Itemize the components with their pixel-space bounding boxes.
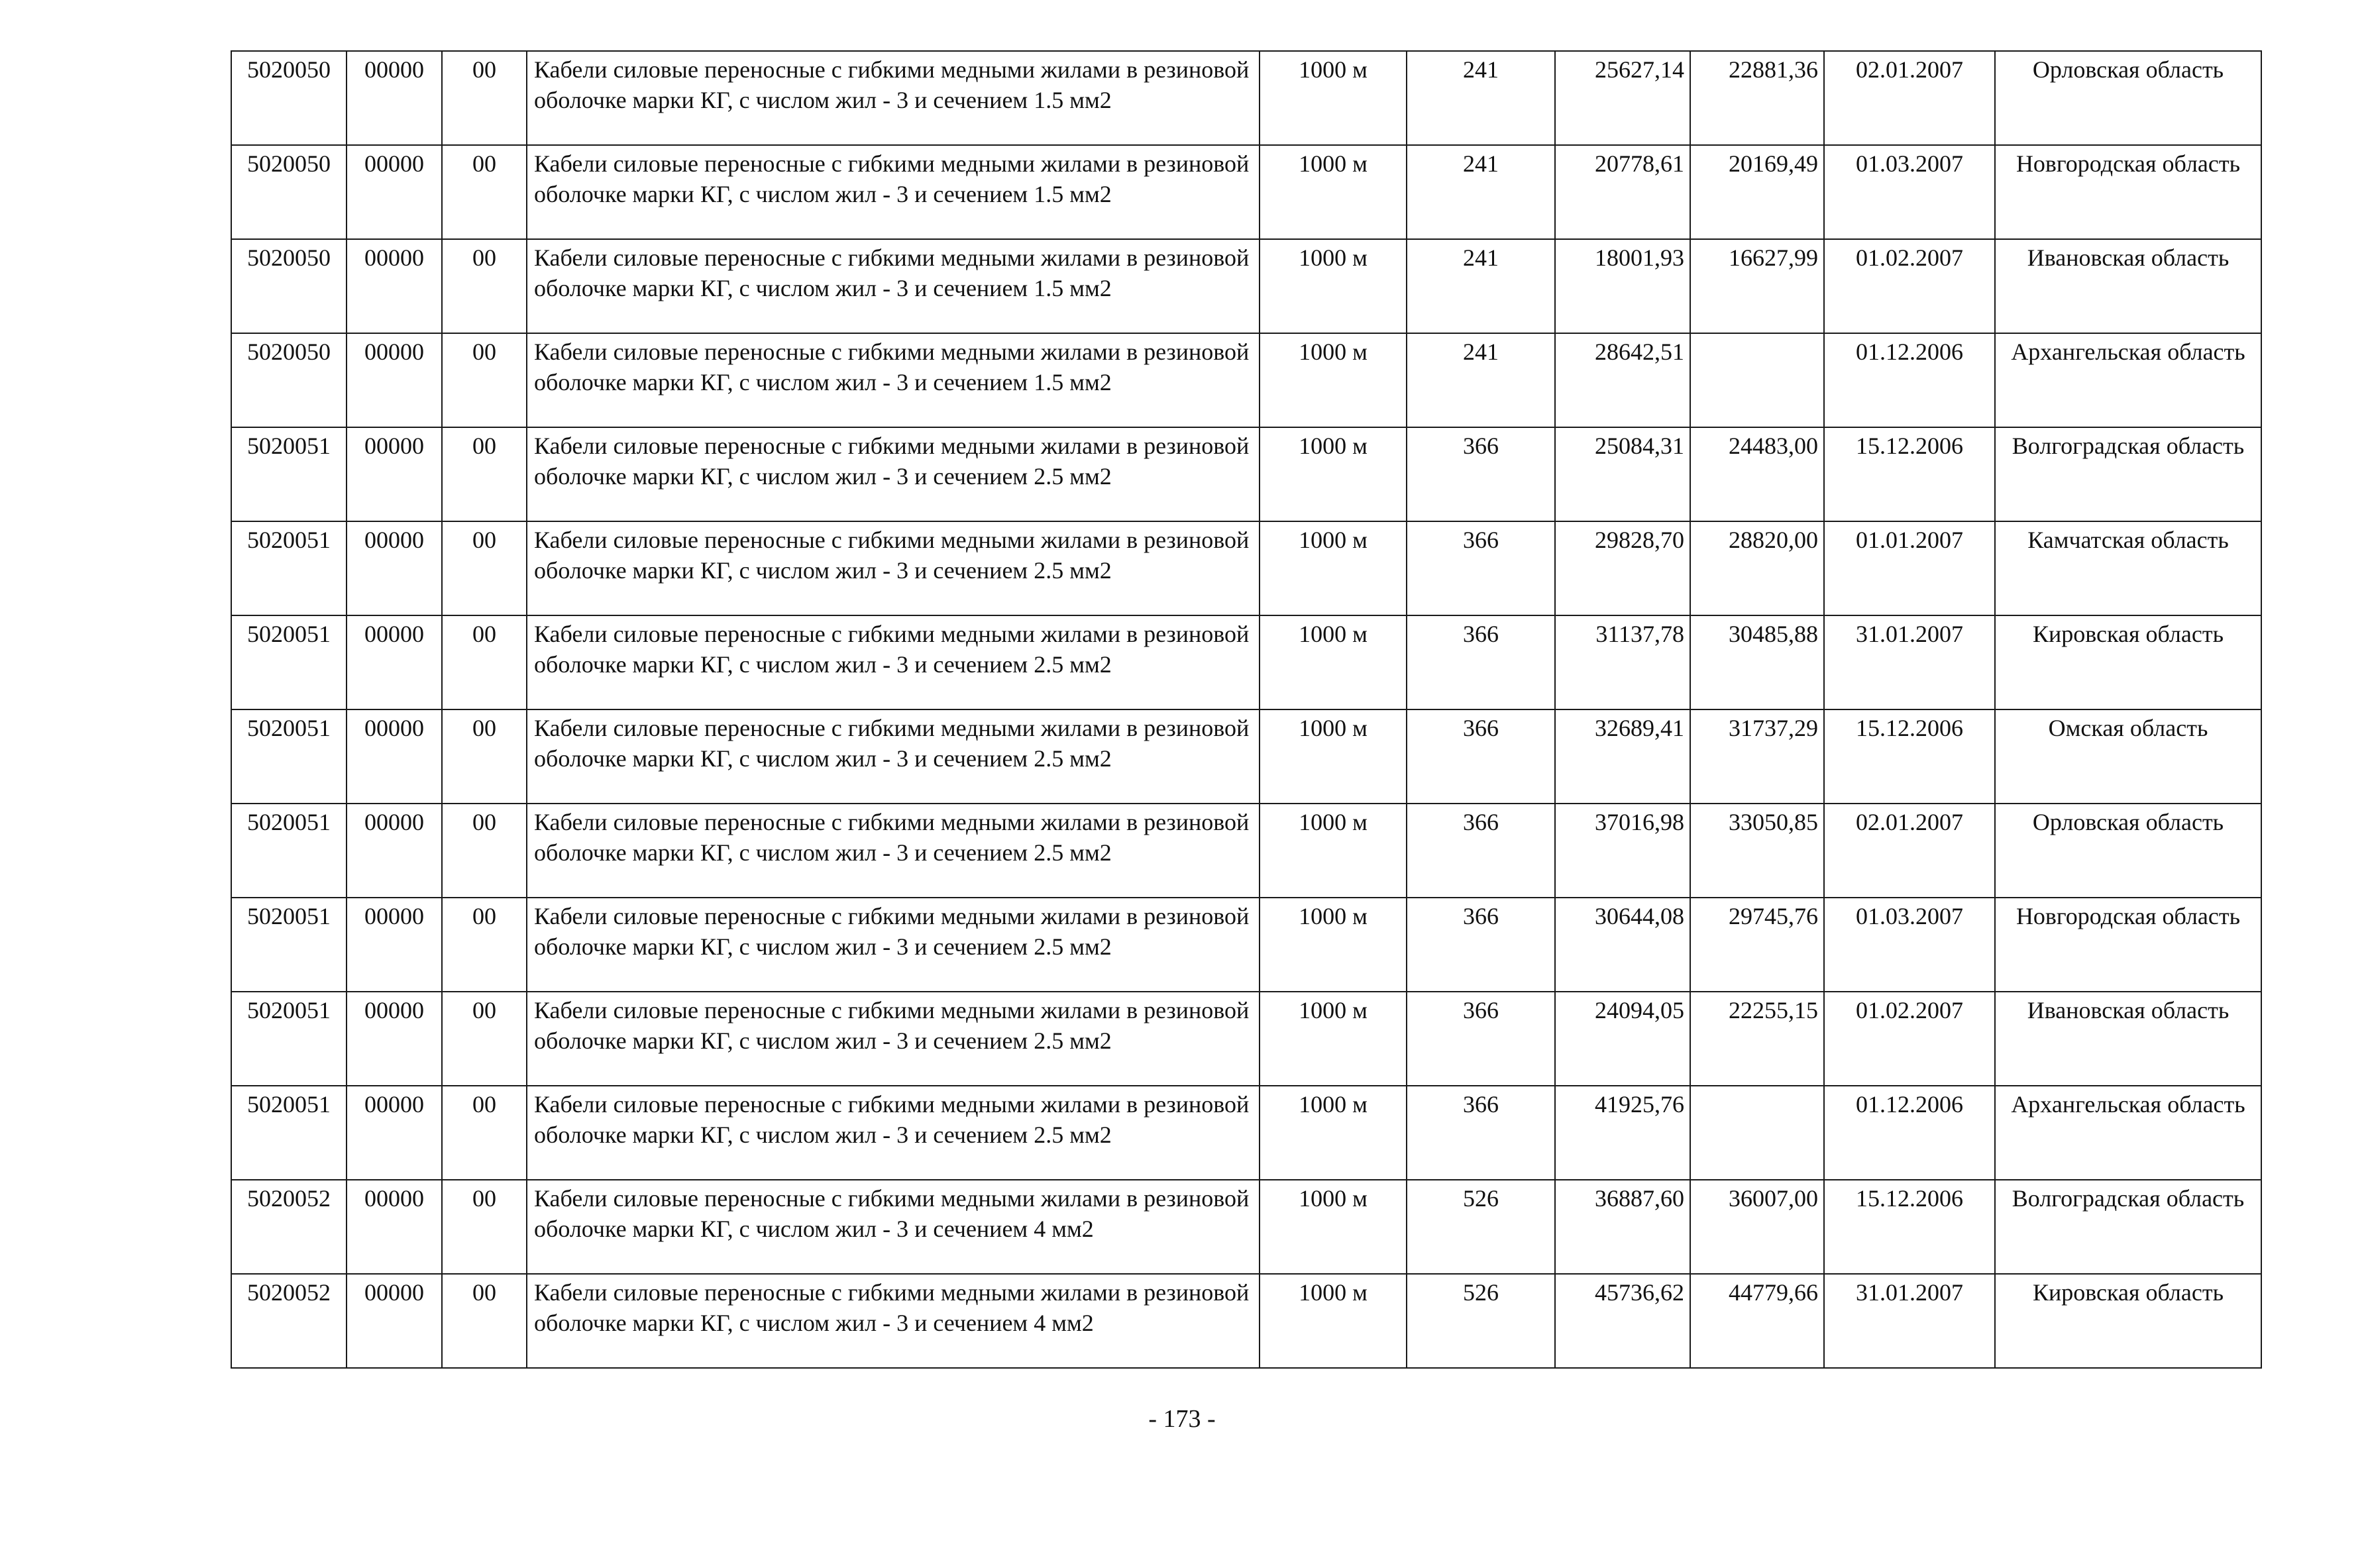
cell-subcode: 00000	[347, 239, 442, 333]
cell-unit-code: 366	[1407, 804, 1555, 898]
table-row	[231, 521, 2261, 615]
cell-unit-code: 241	[1407, 51, 1555, 145]
cell-price-1: 18001,93	[1555, 239, 1690, 333]
cell-code: 5020051	[231, 898, 347, 992]
cell-subcode: 00000	[347, 51, 442, 145]
cell-price-2	[1690, 1086, 1824, 1180]
cell-code: 5020051	[231, 1086, 347, 1180]
cell-unit: 1000 м	[1260, 1086, 1407, 1180]
cell-price-1: 32689,41	[1555, 709, 1690, 804]
cell-extension: 00	[442, 709, 527, 804]
cell-subcode: 00000	[347, 709, 442, 804]
cell-unit: 1000 м	[1260, 333, 1407, 427]
cell-extension: 00	[442, 898, 527, 992]
cell-subcode: 00000	[347, 992, 442, 1086]
cell-price-1: 30644,08	[1555, 898, 1690, 992]
cell-date: 01.02.2007	[1824, 992, 1995, 1086]
cell-price-1: 37016,98	[1555, 804, 1690, 898]
cell-region: Кировская область	[1995, 615, 2261, 709]
cell-region: Архангельская область	[1995, 1086, 2261, 1180]
cell-date: 02.01.2007	[1824, 51, 1995, 145]
cell-unit: 1000 м	[1260, 615, 1407, 709]
cell-product-name: Кабели силовые переносные с гибкими медными жилами в резиновой оболочке марки КГ, с числом жил - 3 и сечением 2.5 мм2	[527, 615, 1260, 709]
table-row	[231, 145, 2261, 239]
cell-code: 5020051	[231, 427, 347, 521]
cell-price-2: 22881,36	[1690, 51, 1824, 145]
cell-code: 5020050	[231, 239, 347, 333]
cell-price-1: 29828,70	[1555, 521, 1690, 615]
cell-unit-code: 366	[1407, 427, 1555, 521]
cell-subcode: 00000	[347, 1086, 442, 1180]
cell-date: 01.02.2007	[1824, 239, 1995, 333]
cell-extension: 00	[442, 51, 527, 145]
table-body	[231, 51, 2261, 1368]
cell-price-2: 22255,15	[1690, 992, 1824, 1086]
cell-code: 5020051	[231, 804, 347, 898]
cell-unit-code: 241	[1407, 333, 1555, 427]
cell-price-2: 31737,29	[1690, 709, 1824, 804]
cell-date: 01.12.2006	[1824, 333, 1995, 427]
cell-unit: 1000 м	[1260, 427, 1407, 521]
cell-price-1: 20778,61	[1555, 145, 1690, 239]
cell-price-2: 29745,76	[1690, 898, 1824, 992]
cell-price-2: 44779,66	[1690, 1274, 1824, 1368]
cell-region: Ивановская область	[1995, 239, 2261, 333]
cell-subcode: 00000	[347, 145, 442, 239]
cell-region: Кировская область	[1995, 1274, 2261, 1368]
cell-region: Камчатская область	[1995, 521, 2261, 615]
cell-unit-code: 366	[1407, 1086, 1555, 1180]
table-row	[231, 615, 2261, 709]
cell-unit-code: 366	[1407, 709, 1555, 804]
cell-date: 15.12.2006	[1824, 1180, 1995, 1274]
cell-price-1: 31137,78	[1555, 615, 1690, 709]
cell-region: Волгоградская область	[1995, 427, 2261, 521]
cell-unit: 1000 м	[1260, 709, 1407, 804]
cell-date: 01.03.2007	[1824, 145, 1995, 239]
cell-unit-code: 241	[1407, 145, 1555, 239]
cell-date: 31.01.2007	[1824, 615, 1995, 709]
cell-price-1: 24094,05	[1555, 992, 1690, 1086]
cell-unit-code: 526	[1407, 1274, 1555, 1368]
cell-product-name: Кабели силовые переносные с гибкими медными жилами в резиновой оболочке марки КГ, с числом жил - 3 и сечением 1.5 мм2	[527, 333, 1260, 427]
cell-region: Омская область	[1995, 709, 2261, 804]
cell-code: 5020050	[231, 145, 347, 239]
cell-unit: 1000 м	[1260, 1274, 1407, 1368]
cell-product-name: Кабели силовые переносные с гибкими медными жилами в резиновой оболочке марки КГ, с числом жил - 3 и сечением 1.5 мм2	[527, 239, 1260, 333]
cell-unit-code: 526	[1407, 1180, 1555, 1274]
cell-price-1: 28642,51	[1555, 333, 1690, 427]
cell-unit: 1000 м	[1260, 521, 1407, 615]
cell-subcode: 00000	[347, 1274, 442, 1368]
cell-date: 01.03.2007	[1824, 898, 1995, 992]
cell-price-1: 45736,62	[1555, 1274, 1690, 1368]
cell-product-name: Кабели силовые переносные с гибкими медными жилами в резиновой оболочке марки КГ, с числом жил - 3 и сечением 2.5 мм2	[527, 709, 1260, 804]
cell-product-name: Кабели силовые переносные с гибкими медными жилами в резиновой оболочке марки КГ, с числом жил - 3 и сечением 2.5 мм2	[527, 992, 1260, 1086]
cell-price-2: 24483,00	[1690, 427, 1824, 521]
cell-code: 5020052	[231, 1274, 347, 1368]
cell-product-name: Кабели силовые переносные с гибкими медными жилами в резиновой оболочке марки КГ, с числом жил - 3 и сечением 1.5 мм2	[527, 51, 1260, 145]
cell-subcode: 00000	[347, 521, 442, 615]
cell-extension: 00	[442, 521, 527, 615]
cell-unit-code: 366	[1407, 615, 1555, 709]
cell-unit: 1000 м	[1260, 145, 1407, 239]
cell-region: Орловская область	[1995, 51, 2261, 145]
cell-code: 5020052	[231, 1180, 347, 1274]
cell-product-name: Кабели силовые переносные с гибкими медными жилами в резиновой оболочке марки КГ, с числом жил - 3 и сечением 2.5 мм2	[527, 521, 1260, 615]
cell-price-2: 33050,85	[1690, 804, 1824, 898]
cell-unit-code: 366	[1407, 992, 1555, 1086]
cell-product-name: Кабели силовые переносные с гибкими медными жилами в резиновой оболочке марки КГ, с числом жил - 3 и сечением 2.5 мм2	[527, 427, 1260, 521]
cell-date: 01.12.2006	[1824, 1086, 1995, 1180]
cell-date: 31.01.2007	[1824, 1274, 1995, 1368]
page-number: - 173 -	[1148, 1405, 1216, 1433]
cell-unit: 1000 м	[1260, 1180, 1407, 1274]
cell-extension: 00	[442, 427, 527, 521]
cell-unit: 1000 м	[1260, 239, 1407, 333]
table-row	[231, 333, 2261, 427]
cell-price-2: 36007,00	[1690, 1180, 1824, 1274]
cell-price-2: 20169,49	[1690, 145, 1824, 239]
cell-region: Ивановская область	[1995, 992, 2261, 1086]
cell-extension: 00	[442, 1086, 527, 1180]
cell-unit: 1000 м	[1260, 992, 1407, 1086]
cell-code: 5020051	[231, 521, 347, 615]
table-row	[231, 427, 2261, 521]
cell-unit-code: 366	[1407, 898, 1555, 992]
cell-product-name: Кабели силовые переносные с гибкими медными жилами в резиновой оболочке марки КГ, с числом жил - 3 и сечением 4 мм2	[527, 1180, 1260, 1274]
table-row	[231, 51, 2261, 145]
cell-region: Новгородская область	[1995, 898, 2261, 992]
cell-code: 5020051	[231, 992, 347, 1086]
cell-extension: 00	[442, 1180, 527, 1274]
cell-unit: 1000 м	[1260, 51, 1407, 145]
cell-extension: 00	[442, 1274, 527, 1368]
cell-date: 15.12.2006	[1824, 709, 1995, 804]
cell-extension: 00	[442, 239, 527, 333]
cell-product-name: Кабели силовые переносные с гибкими медными жилами в резиновой оболочке марки КГ, с числом жил - 3 и сечением 1.5 мм2	[527, 145, 1260, 239]
cell-price-1: 36887,60	[1555, 1180, 1690, 1274]
cell-subcode: 00000	[347, 615, 442, 709]
cell-unit: 1000 м	[1260, 898, 1407, 992]
cell-date: 01.01.2007	[1824, 521, 1995, 615]
table-row	[231, 804, 2261, 898]
cell-code: 5020051	[231, 709, 347, 804]
table-row	[231, 992, 2261, 1086]
cell-extension: 00	[442, 145, 527, 239]
cell-price-1: 25627,14	[1555, 51, 1690, 145]
cell-extension: 00	[442, 333, 527, 427]
cell-extension: 00	[442, 804, 527, 898]
cell-product-name: Кабели силовые переносные с гибкими медными жилами в резиновой оболочке марки КГ, с числом жил - 3 и сечением 2.5 мм2	[527, 898, 1260, 992]
cell-region: Архангельская область	[1995, 333, 2261, 427]
cell-product-name: Кабели силовые переносные с гибкими медными жилами в резиновой оболочке марки КГ, с числом жил - 3 и сечением 4 мм2	[527, 1274, 1260, 1368]
table-row	[231, 1274, 2261, 1368]
cell-region: Волгоградская область	[1995, 1180, 2261, 1274]
table-row	[231, 709, 2261, 804]
cell-region: Новгородская область	[1995, 145, 2261, 239]
cell-code: 5020051	[231, 615, 347, 709]
cell-subcode: 00000	[347, 427, 442, 521]
cell-date: 02.01.2007	[1824, 804, 1995, 898]
cell-subcode: 00000	[347, 333, 442, 427]
table-row	[231, 239, 2261, 333]
cell-code: 5020050	[231, 51, 347, 145]
cell-price-2	[1690, 333, 1824, 427]
cell-product-name: Кабели силовые переносные с гибкими медными жилами в резиновой оболочке марки КГ, с числом жил - 3 и сечением 2.5 мм2	[527, 1086, 1260, 1180]
cell-price-2: 28820,00	[1690, 521, 1824, 615]
cell-date: 15.12.2006	[1824, 427, 1995, 521]
cell-subcode: 00000	[347, 898, 442, 992]
table-row	[231, 1086, 2261, 1180]
cell-unit: 1000 м	[1260, 804, 1407, 898]
cell-price-1: 25084,31	[1555, 427, 1690, 521]
cell-price-1: 41925,76	[1555, 1086, 1690, 1180]
cell-code: 5020050	[231, 333, 347, 427]
table-row	[231, 898, 2261, 992]
table-row	[231, 1180, 2261, 1274]
cell-unit-code: 366	[1407, 521, 1555, 615]
cell-subcode: 00000	[347, 804, 442, 898]
cell-unit-code: 241	[1407, 239, 1555, 333]
cell-region: Орловская область	[1995, 804, 2261, 898]
cell-subcode: 00000	[347, 1180, 442, 1274]
price-table	[231, 50, 2262, 1369]
cell-extension: 00	[442, 992, 527, 1086]
cell-product-name: Кабели силовые переносные с гибкими медными жилами в резиновой оболочке марки КГ, с числом жил - 3 и сечением 2.5 мм2	[527, 804, 1260, 898]
cell-price-2: 30485,88	[1690, 615, 1824, 709]
cell-extension: 00	[442, 615, 527, 709]
cell-price-2: 16627,99	[1690, 239, 1824, 333]
